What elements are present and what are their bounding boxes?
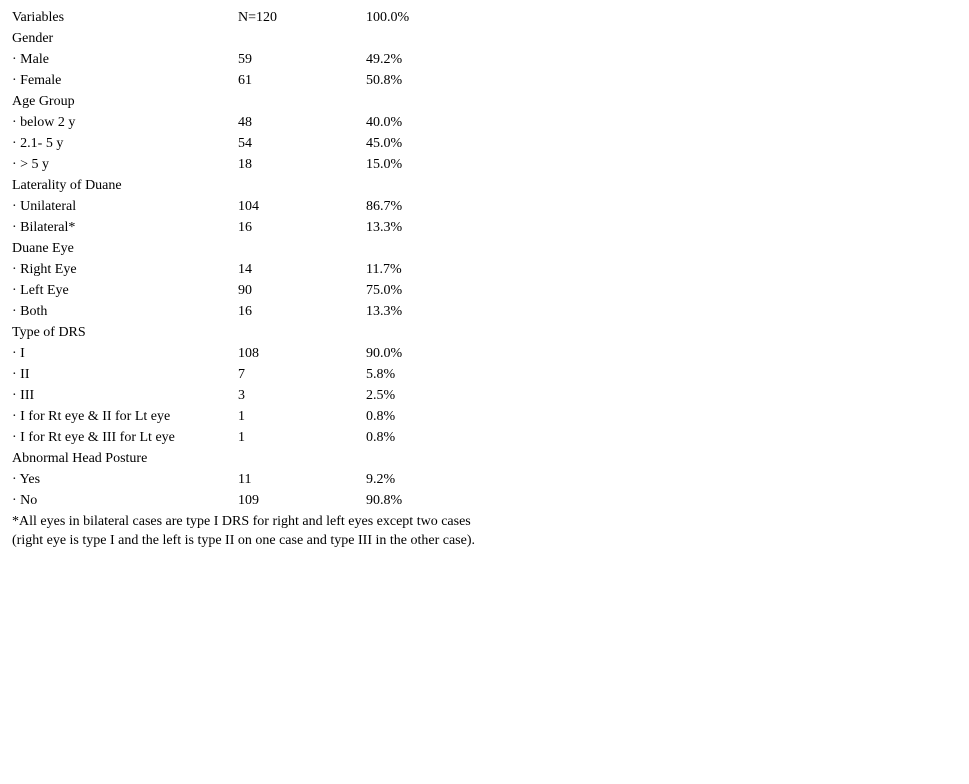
row-count: 61	[238, 73, 252, 88]
row-count: 11	[238, 472, 252, 487]
row-label: · Right Eye	[12, 262, 77, 277]
row-count: 7	[238, 367, 245, 382]
category-row	[12, 322, 486, 343]
table-row	[12, 490, 486, 511]
row-percent	[366, 91, 486, 112]
row-count: 108	[238, 346, 259, 361]
row-count: 16	[238, 220, 252, 235]
row-percent: 13.3%	[366, 220, 403, 235]
row-count: 1	[238, 430, 245, 445]
category-row	[12, 28, 486, 49]
category-row	[12, 175, 486, 196]
row-count: 54	[238, 136, 252, 151]
row-label: Abnormal Head Posture	[12, 451, 148, 466]
row-label: Type of DRS	[12, 325, 86, 340]
row-percent: 0.8%	[366, 430, 396, 445]
table-row	[12, 343, 486, 364]
row-count: 109	[238, 493, 259, 508]
row-label: · Bilateral*	[12, 220, 76, 235]
table-body	[12, 7, 486, 511]
row-count: 104	[238, 199, 259, 214]
row-percent	[366, 28, 486, 49]
row-count	[238, 28, 366, 49]
row-percent: 90.8%	[366, 493, 403, 508]
row-label: · I for Rt eye & III for Lt eye	[12, 430, 175, 445]
row-count	[238, 175, 366, 196]
row-label: · 2.1- 5 y	[12, 136, 64, 151]
row-count: 1	[238, 409, 245, 424]
row-percent	[366, 175, 486, 196]
table-row	[12, 280, 486, 301]
row-count	[238, 448, 366, 469]
row-percent: 75.0%	[366, 283, 403, 298]
row-percent	[366, 238, 486, 259]
category-row	[12, 91, 486, 112]
row-percent: 90.0%	[366, 346, 403, 361]
row-label: · Male	[12, 52, 49, 67]
row-percent: 11.7%	[366, 262, 402, 277]
row-percent: 49.2%	[366, 52, 403, 67]
row-percent: 40.0%	[366, 115, 403, 130]
table-row	[12, 364, 486, 385]
table-row	[12, 112, 486, 133]
row-count	[238, 322, 366, 343]
row-percent: 9.2%	[366, 472, 396, 487]
table-row	[12, 406, 486, 427]
row-percent: 50.8%	[366, 73, 403, 88]
row-label: · I	[12, 346, 25, 361]
category-row	[12, 448, 486, 469]
row-label: · III	[12, 388, 35, 403]
row-label: · > 5 y	[12, 157, 50, 172]
row-percent: 5.8%	[366, 367, 396, 382]
row-count: 3	[238, 388, 245, 403]
row-label: · Left Eye	[12, 283, 69, 298]
row-label: · Female	[12, 73, 62, 88]
row-label: · Both	[12, 304, 48, 319]
row-percent	[366, 448, 486, 469]
row-percent: 2.5%	[366, 388, 396, 403]
row-count: 90	[238, 283, 252, 298]
row-count: 48	[238, 115, 252, 130]
row-count: 14	[238, 262, 252, 277]
row-count	[238, 238, 366, 259]
row-label: Gender	[12, 31, 54, 46]
table-row	[12, 70, 486, 91]
row-percent	[366, 322, 486, 343]
row-label: Age Group	[12, 94, 75, 109]
row-count: 18	[238, 157, 252, 172]
table-row	[12, 49, 486, 70]
demographics-table	[12, 7, 486, 511]
table-footnote: *All eyes in bilateral cases are type I DRS for right and left eyes except two cases (right eye is type I and the left is type II on one case and type III in the other case).	[12, 514, 475, 548]
table-row	[12, 385, 486, 406]
table-row	[12, 469, 486, 490]
table-row	[12, 154, 486, 175]
row-percent: 86.7%	[366, 199, 403, 214]
row-percent: 0.8%	[366, 409, 396, 424]
table-row	[12, 217, 486, 238]
row-label: · Yes	[12, 472, 41, 487]
table-header-row	[12, 7, 486, 28]
row-label: Laterality of Duane	[12, 178, 122, 193]
row-count	[238, 91, 366, 112]
row-label: Duane Eye	[12, 241, 74, 256]
header-n: N=120	[238, 10, 278, 25]
row-label: · I for Rt eye & II for Lt eye	[12, 409, 171, 424]
row-count: 59	[238, 52, 252, 67]
row-count: 16	[238, 304, 252, 319]
row-percent: 13.3%	[366, 304, 403, 319]
row-label: · below 2 y	[12, 115, 76, 130]
row-label: · II	[12, 367, 30, 382]
table-row	[12, 301, 486, 322]
table-row	[12, 259, 486, 280]
row-percent: 45.0%	[366, 136, 403, 151]
row-label: · Unilateral	[12, 199, 77, 214]
header-percent: 100.0%	[366, 10, 410, 25]
table-row	[12, 133, 486, 154]
category-row	[12, 238, 486, 259]
table-row	[12, 196, 486, 217]
row-label: · No	[12, 493, 38, 508]
table-row	[12, 427, 486, 448]
header-variables: Variables	[12, 10, 65, 25]
row-percent: 15.0%	[366, 157, 403, 172]
